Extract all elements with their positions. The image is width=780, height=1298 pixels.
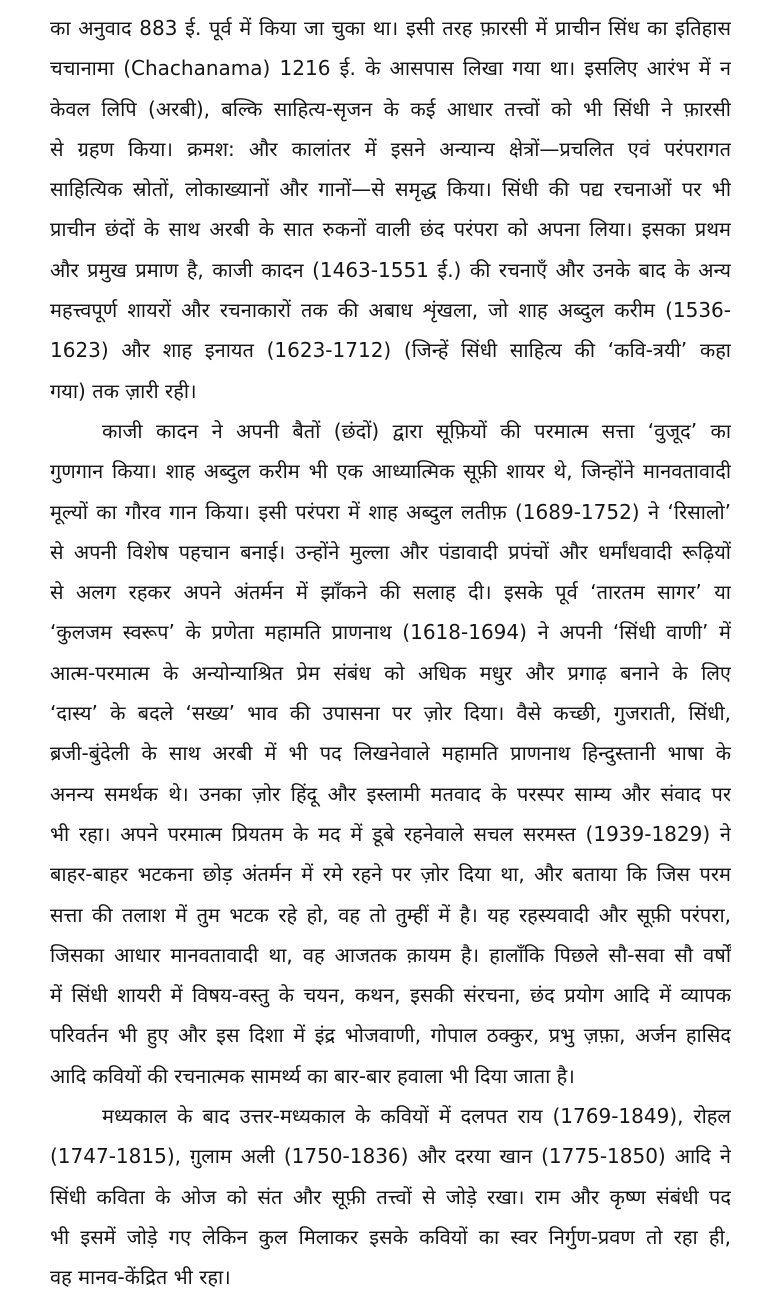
text-line: से अपनी विशेष पहचान बनाई। उन्होंने मुल्ला और पंडावादी प्रपंचों और धर्मांधवादी रूढ़ियों [50,539,731,564]
text-line: जिसका आधार मानवतावादी था, वह आजतक क़ायम है। हालाँकि पिछले सौ-सवा सौ वर्षों [50,942,731,967]
text-line: भी रहा। अपने परमात्म प्रियतम के मद में डूबे रहनेवाले सचल सरमस्त (1939-1829) ने [50,821,731,846]
paragraph [50,1096,731,1297]
text-line: मूल्यों का गौरव गान किया। इसी परंपरा में शाह अब्दुल लतीफ़ (1689-1752) ने ‘रिसालो’ [50,499,731,524]
text-line: काजी कादन ने अपनी बैतों (छंदों) द्वारा सूफ़ियों की परमात्म सत्ता ‘वुजूद’ का [102,418,731,443]
text-line: अनन्य समर्थक थे। उनका ज़ोर हिंदू और इस्लामी मतवाद के परस्पर साम्य और संवाद पर [50,781,731,806]
text-line: आत्म-परमात्म के अन्योन्याश्रित प्रेम संबंध को अधिक मधुर और प्रगाढ़ बनाने के लिए [50,660,731,685]
text-line: और प्रमुख प्रमाण है, काजी कादन (1463-1551 ई.) की रचनाएँ और उनके बाद के अन्य [50,257,731,282]
text-line: वह मानव-केंद्रित भी रहा। [50,1265,231,1290]
paragraph [50,8,731,411]
text-line: महत्त्वपूर्ण शायरों और रचनाकारों तक की अबाध शृंखला, जो शाह अब्दुल करीम (1536- [50,298,731,323]
text-line: गया) तक ज़ारी रही। [50,378,197,403]
paragraph [50,411,731,1096]
text-line: प्राचीन छंदों के साथ अरबी के सात रुकनों वाली छंद परंपरा को अपना लिया। इसका प्रथम [50,217,731,242]
text-line: 1623) और शाह इनायत (1623-1712) (जिन्हें सिंधी साहित्य की ‘कवि-त्रयी’ कहा [50,338,731,363]
text-line: गुणगान किया। शाह अब्दुल करीम भी एक आध्यात्मिक सूफ़ी शायर थे, जिन्होंने मानवतावादी [50,459,731,484]
text-line: सिंधी कविता के ओज को संत और सूफ़ी तत्त्वों से जोड़े रखा। राम और कृष्ण संबंधी पद [50,1184,731,1209]
text-line: परिवर्तन भी हुए और इस दिशा में इंद्र भोजवाणी, गोपाल ठक्कुर, प्रभु ज़फ़ा, अर्जन हासिद [50,1023,731,1048]
text-line: का अनुवाद 883 ई. पूर्व में किया जा चुका था। इसी तरह फ़ारसी में प्राचीन सिंध का इतिहास [50,16,731,40]
text-line: (1747-1815), ग़ुलाम अली (1750-1836) और दरया खान (1775-1850) आदि ने [50,1144,731,1169]
text-line: ‘दास्य’ के बदले ‘सख्य’ भाव की उपासना पर ज़ोर दिया। वैसे कच्छी, गुजराती, सिंधी, [50,701,731,726]
text-line: साहित्यिक स्रोतों, लोकाख्यानों और गानों—से समृद्ध किया। सिंधी की पद्य रचनाओं पर भी [50,177,731,202]
text-line: चचानामा (Chachanama) 1216 ई. के आसपास लिखा गया था। इसलिए आरंभ में न [50,56,731,81]
text-line: भी इसमें जोड़े गए लेकिन कुल मिलाकर इसके कवियों का स्वर निर्गुण-प्रवण तो रहा ही, [50,1224,731,1249]
text-line: बाहर-बाहर भटकना छोड़ अंतर्मन में रमे रहने पर ज़ोर दिया था, और बताया कि जिस परम [50,862,731,887]
text-line: मध्यकाल के बाद उत्तर-मध्यकाल के कवियों में दलपत राय (1769-1849), रोहल [102,1104,731,1129]
text-line: से अलग रहकर अपने अंतर्मन में झाँकने की सलाह दी। इसके पूर्व ‘तारतम सागर’ या [50,580,731,605]
text-line: केवल लिपि (अरबी), बल्कि साहित्य-सृजन के कई आधार तत्त्वों को भी सिंधी ने फ़ारसी [50,96,731,121]
document-page [50,8,731,1298]
text-line: में सिंधी शायरी में विषय-वस्तु के चयन, कथन, इसकी संरचना, छंद प्रयोग आदि में व्यापक [50,983,731,1008]
text-line: ब्रजी-बुंदेली के साथ अरबी में भी पद लिखनेवाले महामति प्राणनाथ हिन्दुस्तानी भाषा के [50,741,731,766]
text-line: से ग्रहण किया। क्रमश: और कालांतर में इसने अन्यान्य क्षेत्रों—प्रचलित एवं परंपरागत [50,136,731,161]
text-line: ‘कुलजम स्वरूप’ के प्रणेता महामति प्राणनाथ (1618-1694) ने अपनी ‘सिंधी वाणी’ में [50,620,731,645]
text-line: आदि कवियों की रचनात्मक सामर्थ्य का बार-बार हवाला भी दिया जाता है। [50,1063,575,1088]
text-line: सत्ता की तलाश में तुम भटक रहे हो, वह तो तुम्हीं में है। यह रहस्यवादी और सूफ़ी परंपरा, [50,902,731,927]
